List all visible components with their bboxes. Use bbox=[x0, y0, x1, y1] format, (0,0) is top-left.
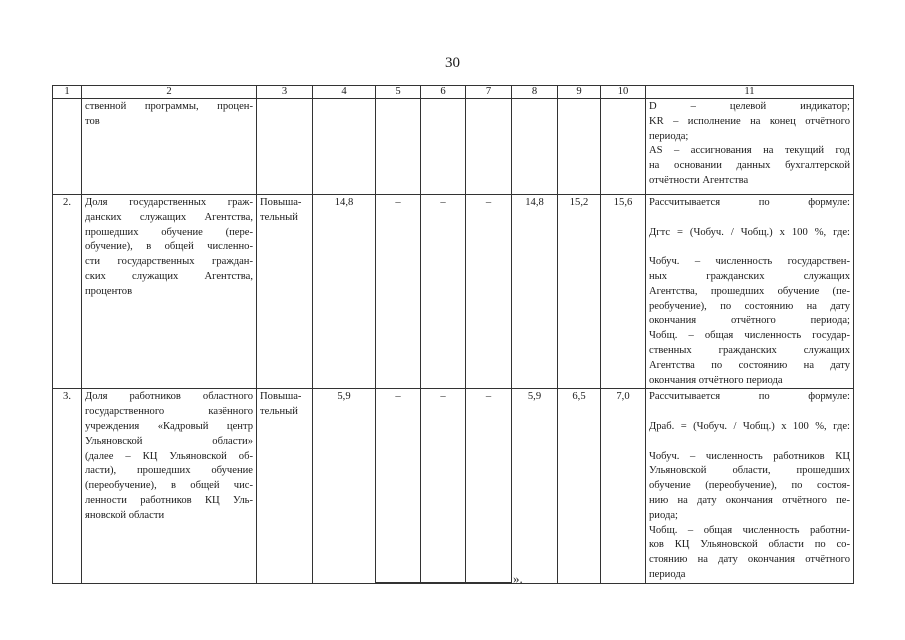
table-row bbox=[53, 389, 854, 583]
header-cell: 5 bbox=[376, 86, 421, 99]
direction-type bbox=[257, 195, 313, 389]
header-cell: 8 bbox=[512, 86, 558, 99]
cell-line: Агентства по состоянию на дату bbox=[649, 359, 850, 371]
value-v8: 14,8 bbox=[512, 195, 558, 389]
table-row bbox=[53, 195, 854, 389]
table-row bbox=[53, 99, 854, 195]
value-v7: – bbox=[466, 389, 512, 583]
cell-line: обучение), в общей численно- bbox=[85, 241, 253, 253]
cell-line: государственного казённого bbox=[85, 406, 253, 418]
value-v6: – bbox=[421, 195, 466, 389]
value-v10: 7,0 bbox=[601, 389, 646, 583]
cell-line: Дгтс = (Чобуч. / Чобщ.) x 100 %, где: bbox=[649, 226, 850, 238]
cell-line: тов bbox=[85, 115, 100, 127]
value-v6: – bbox=[421, 389, 466, 583]
cell-line: периода bbox=[649, 568, 686, 580]
cell-line: ков КЦ Ульяновской области по со- bbox=[649, 539, 850, 551]
indicator-name bbox=[82, 195, 257, 389]
header-cell: 9 bbox=[558, 86, 601, 99]
value-v9 bbox=[558, 99, 601, 195]
value-v8 bbox=[512, 99, 558, 195]
value-v5 bbox=[376, 99, 421, 195]
cell-line: Ульяновской области, прошедших bbox=[649, 465, 850, 477]
cell-line: окончания отчётного периода; bbox=[649, 315, 850, 327]
cell-line: ских служащих Агентства, bbox=[85, 270, 253, 282]
header-row bbox=[53, 86, 854, 99]
cell-line: данских служащих Агентства, bbox=[85, 211, 253, 223]
cell-line: (далее – КЦ Ульяновской об- bbox=[85, 450, 253, 462]
cell-line: Чобщ. – общая численность работни- bbox=[649, 524, 850, 536]
value-v4: 14,8 bbox=[313, 195, 376, 389]
header-cell: 6 bbox=[421, 86, 466, 99]
direction-type bbox=[257, 389, 313, 583]
page-number: 30 bbox=[445, 55, 460, 71]
direction-type bbox=[257, 99, 313, 195]
calculation-method bbox=[646, 389, 854, 583]
indicator-name bbox=[82, 389, 257, 583]
row-number: 2. bbox=[53, 195, 82, 389]
header-cell: 1 bbox=[53, 86, 82, 99]
cell-line: Рассчитывается по формуле: bbox=[649, 197, 850, 208]
cell-line: отчётности Агентства bbox=[649, 174, 749, 186]
cell-line: реобучение), по состоянию на дату bbox=[649, 300, 850, 312]
indicators-table bbox=[52, 85, 854, 584]
cell-line: периода; bbox=[649, 130, 689, 142]
calculation-method bbox=[646, 99, 854, 195]
row-number bbox=[53, 99, 82, 195]
cell-line: окончания отчётного периода bbox=[649, 374, 783, 386]
cell-line: яновской области bbox=[85, 509, 165, 521]
cell-line: прошедших обучение (пере- bbox=[85, 226, 253, 238]
value-v5: – bbox=[376, 195, 421, 389]
cell-line: Чобщ. – общая численность государ- bbox=[649, 330, 850, 342]
cell-line: ственной программы, процен- bbox=[85, 101, 253, 112]
cell-line: ственных гражданских служащих bbox=[649, 344, 850, 356]
cell-line: Агентства, прошедших обучение (пе- bbox=[649, 285, 850, 297]
cell-line: Драб. = (Чобуч. / Чобщ.) x 100 %, где: bbox=[649, 420, 850, 432]
value-v10 bbox=[601, 99, 646, 195]
cell-line: (переобучение), в общей чис- bbox=[85, 480, 253, 492]
cell-line: учреждения «Кадровый центр bbox=[85, 420, 253, 432]
header-cell: 7 bbox=[466, 86, 512, 99]
cell-line: Рассчитывается по формуле: bbox=[649, 391, 850, 403]
value-v8: 5,9 bbox=[512, 389, 558, 583]
value-v9: 6,5 bbox=[558, 389, 601, 583]
value-v5: – bbox=[376, 389, 421, 583]
cell-line: Доля работников областного bbox=[85, 391, 253, 403]
cell-line: ных гражданских служащих bbox=[649, 270, 850, 282]
header-cell: 3 bbox=[257, 86, 313, 99]
indicator-name bbox=[82, 99, 257, 195]
cell-line: обучение (переобучение), по состоя- bbox=[649, 480, 850, 492]
cell-line: Ульяновской области» bbox=[85, 435, 253, 447]
value-v4: 5,9 bbox=[313, 389, 376, 583]
row-number: 3. bbox=[53, 389, 82, 583]
cell-line: Повыша- bbox=[260, 197, 302, 208]
cell-line: KR – исполнение на конец отчётного bbox=[649, 115, 850, 127]
cell-line: Чобуч. – численность работников КЦ bbox=[649, 450, 850, 462]
value-v7: – bbox=[466, 195, 512, 389]
cell-line: на основании данных бухгалтерской bbox=[649, 160, 850, 172]
value-v4 bbox=[313, 99, 376, 195]
closing-quote: ». bbox=[513, 571, 523, 586]
cell-line: Чобуч. – численность государствен- bbox=[649, 256, 850, 268]
header-cell: 4 bbox=[313, 86, 376, 99]
cell-line bbox=[649, 435, 850, 450]
cell-line: нию на дату окончания отчётного пе- bbox=[649, 494, 850, 506]
cell-line: стоянию на дату окончания отчётного bbox=[649, 554, 850, 566]
calculation-method bbox=[646, 195, 854, 389]
cell-line: Доля государственных граж- bbox=[85, 197, 253, 208]
cell-line: AS – ассигнования на текущий год bbox=[649, 145, 850, 157]
cell-line: тельный bbox=[260, 406, 298, 418]
header-cell: 11 bbox=[646, 86, 854, 99]
cell-line: D – целевой индикатор; bbox=[649, 101, 850, 112]
header-cell: 2 bbox=[82, 86, 257, 99]
value-v9: 15,2 bbox=[558, 195, 601, 389]
cell-line: риода; bbox=[649, 509, 678, 521]
cell-line: процентов bbox=[85, 285, 133, 297]
value-v7 bbox=[466, 99, 512, 195]
value-v10: 15,6 bbox=[601, 195, 646, 389]
cell-line bbox=[649, 240, 850, 255]
value-v6 bbox=[421, 99, 466, 195]
footer-blank-line bbox=[376, 582, 512, 583]
cell-line: ленности работников КЦ Уль- bbox=[85, 494, 253, 506]
cell-line: ласти), прошедших обучение bbox=[85, 465, 253, 477]
header-cell: 10 bbox=[601, 86, 646, 99]
cell-line bbox=[649, 211, 850, 226]
cell-line bbox=[649, 405, 850, 420]
cell-line: Повыша- bbox=[260, 391, 302, 403]
cell-line: сти государственных граждан- bbox=[85, 256, 253, 268]
cell-line: тельный bbox=[260, 211, 298, 223]
